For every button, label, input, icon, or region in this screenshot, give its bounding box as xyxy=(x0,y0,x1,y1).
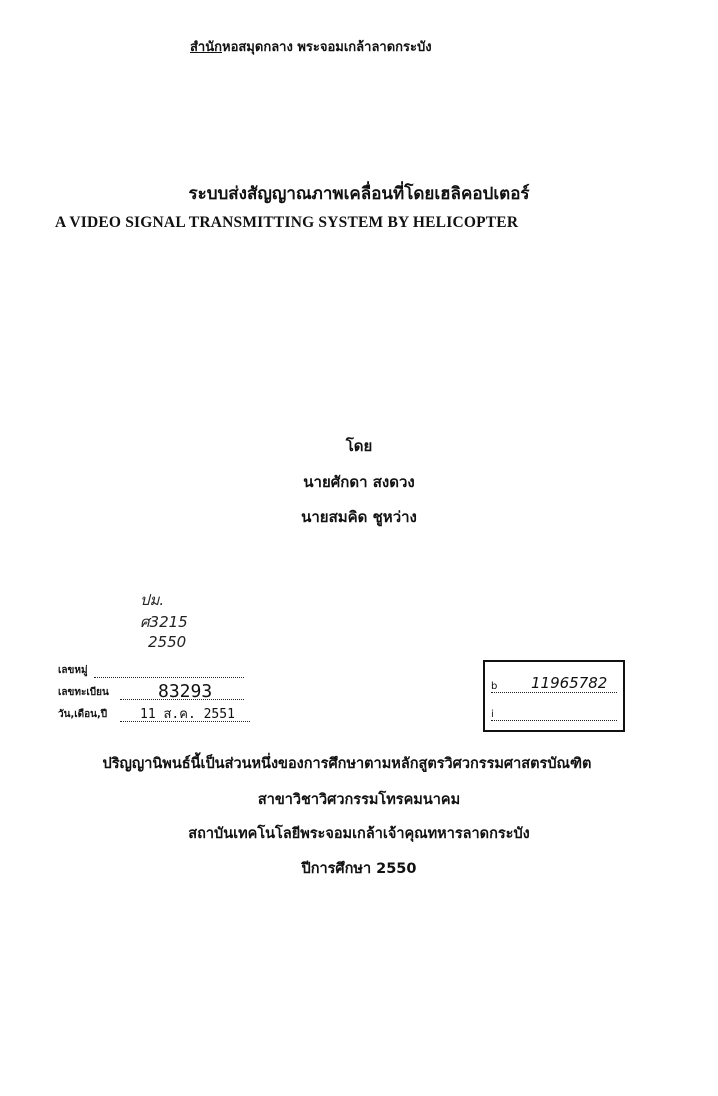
handwritten-note-1: ปม. xyxy=(140,591,165,609)
institution: สถาบันเทคโนโลยีพระจอมเกล้าเจ้าคุณทหารลาดกระบัง xyxy=(188,826,530,842)
author-2: นายสมคิด ชูหว่าง xyxy=(301,508,417,526)
library-barcode-box xyxy=(483,660,625,732)
date-value: 11 ส.ค. 2551 xyxy=(140,707,235,722)
register-row xyxy=(58,682,258,704)
call-number-row xyxy=(58,660,258,682)
i-label: i xyxy=(491,709,494,720)
library-stamp-header xyxy=(190,36,432,57)
author-1: นายศักดา สงดวง xyxy=(303,473,415,491)
call-number-line xyxy=(94,677,244,678)
degree-statement: ปริญญานิพนธ์นี้เป็นส่วนหนึ่งของการศึกษาตามหลักสูตรวิศวกรรมศาสตรบัณฑิต xyxy=(102,756,592,772)
b-label: b xyxy=(491,681,498,692)
b-row xyxy=(491,674,617,693)
register-value: 83293 xyxy=(158,681,213,702)
register-label: เลขทะเบียน xyxy=(58,687,109,698)
registration-block xyxy=(58,660,258,726)
date-label: วัน,เดือน,ปี xyxy=(58,709,108,720)
call-number-label: เลขหมู่ xyxy=(58,665,88,676)
stamp-part1: สำนัก xyxy=(190,40,222,55)
b-value: 11965782 xyxy=(531,674,608,692)
by-label: โดย xyxy=(345,437,373,455)
stamp-part2: หอสมุดกลาง พระจอมเกล้าลาดกระบัง xyxy=(222,40,432,55)
thesis-title-thai: ระบบส่งสัญญาณภาพเคลื่อนที่โดยเฮลิคอปเตอร์ xyxy=(188,184,530,204)
handwritten-note-3: 2550 xyxy=(148,633,187,651)
handwritten-note-2: ศ3215 xyxy=(140,613,188,631)
i-row xyxy=(491,706,617,721)
academic-year: ปีการศึกษา 2550 xyxy=(301,861,417,877)
department: สาขาวิชาวิศวกรรมโทรคมนาคม xyxy=(257,792,461,808)
date-row xyxy=(58,704,258,726)
thesis-title-english: A VIDEO SIGNAL TRANSMITTING SYSTEM BY HELICOPTER xyxy=(55,214,519,231)
